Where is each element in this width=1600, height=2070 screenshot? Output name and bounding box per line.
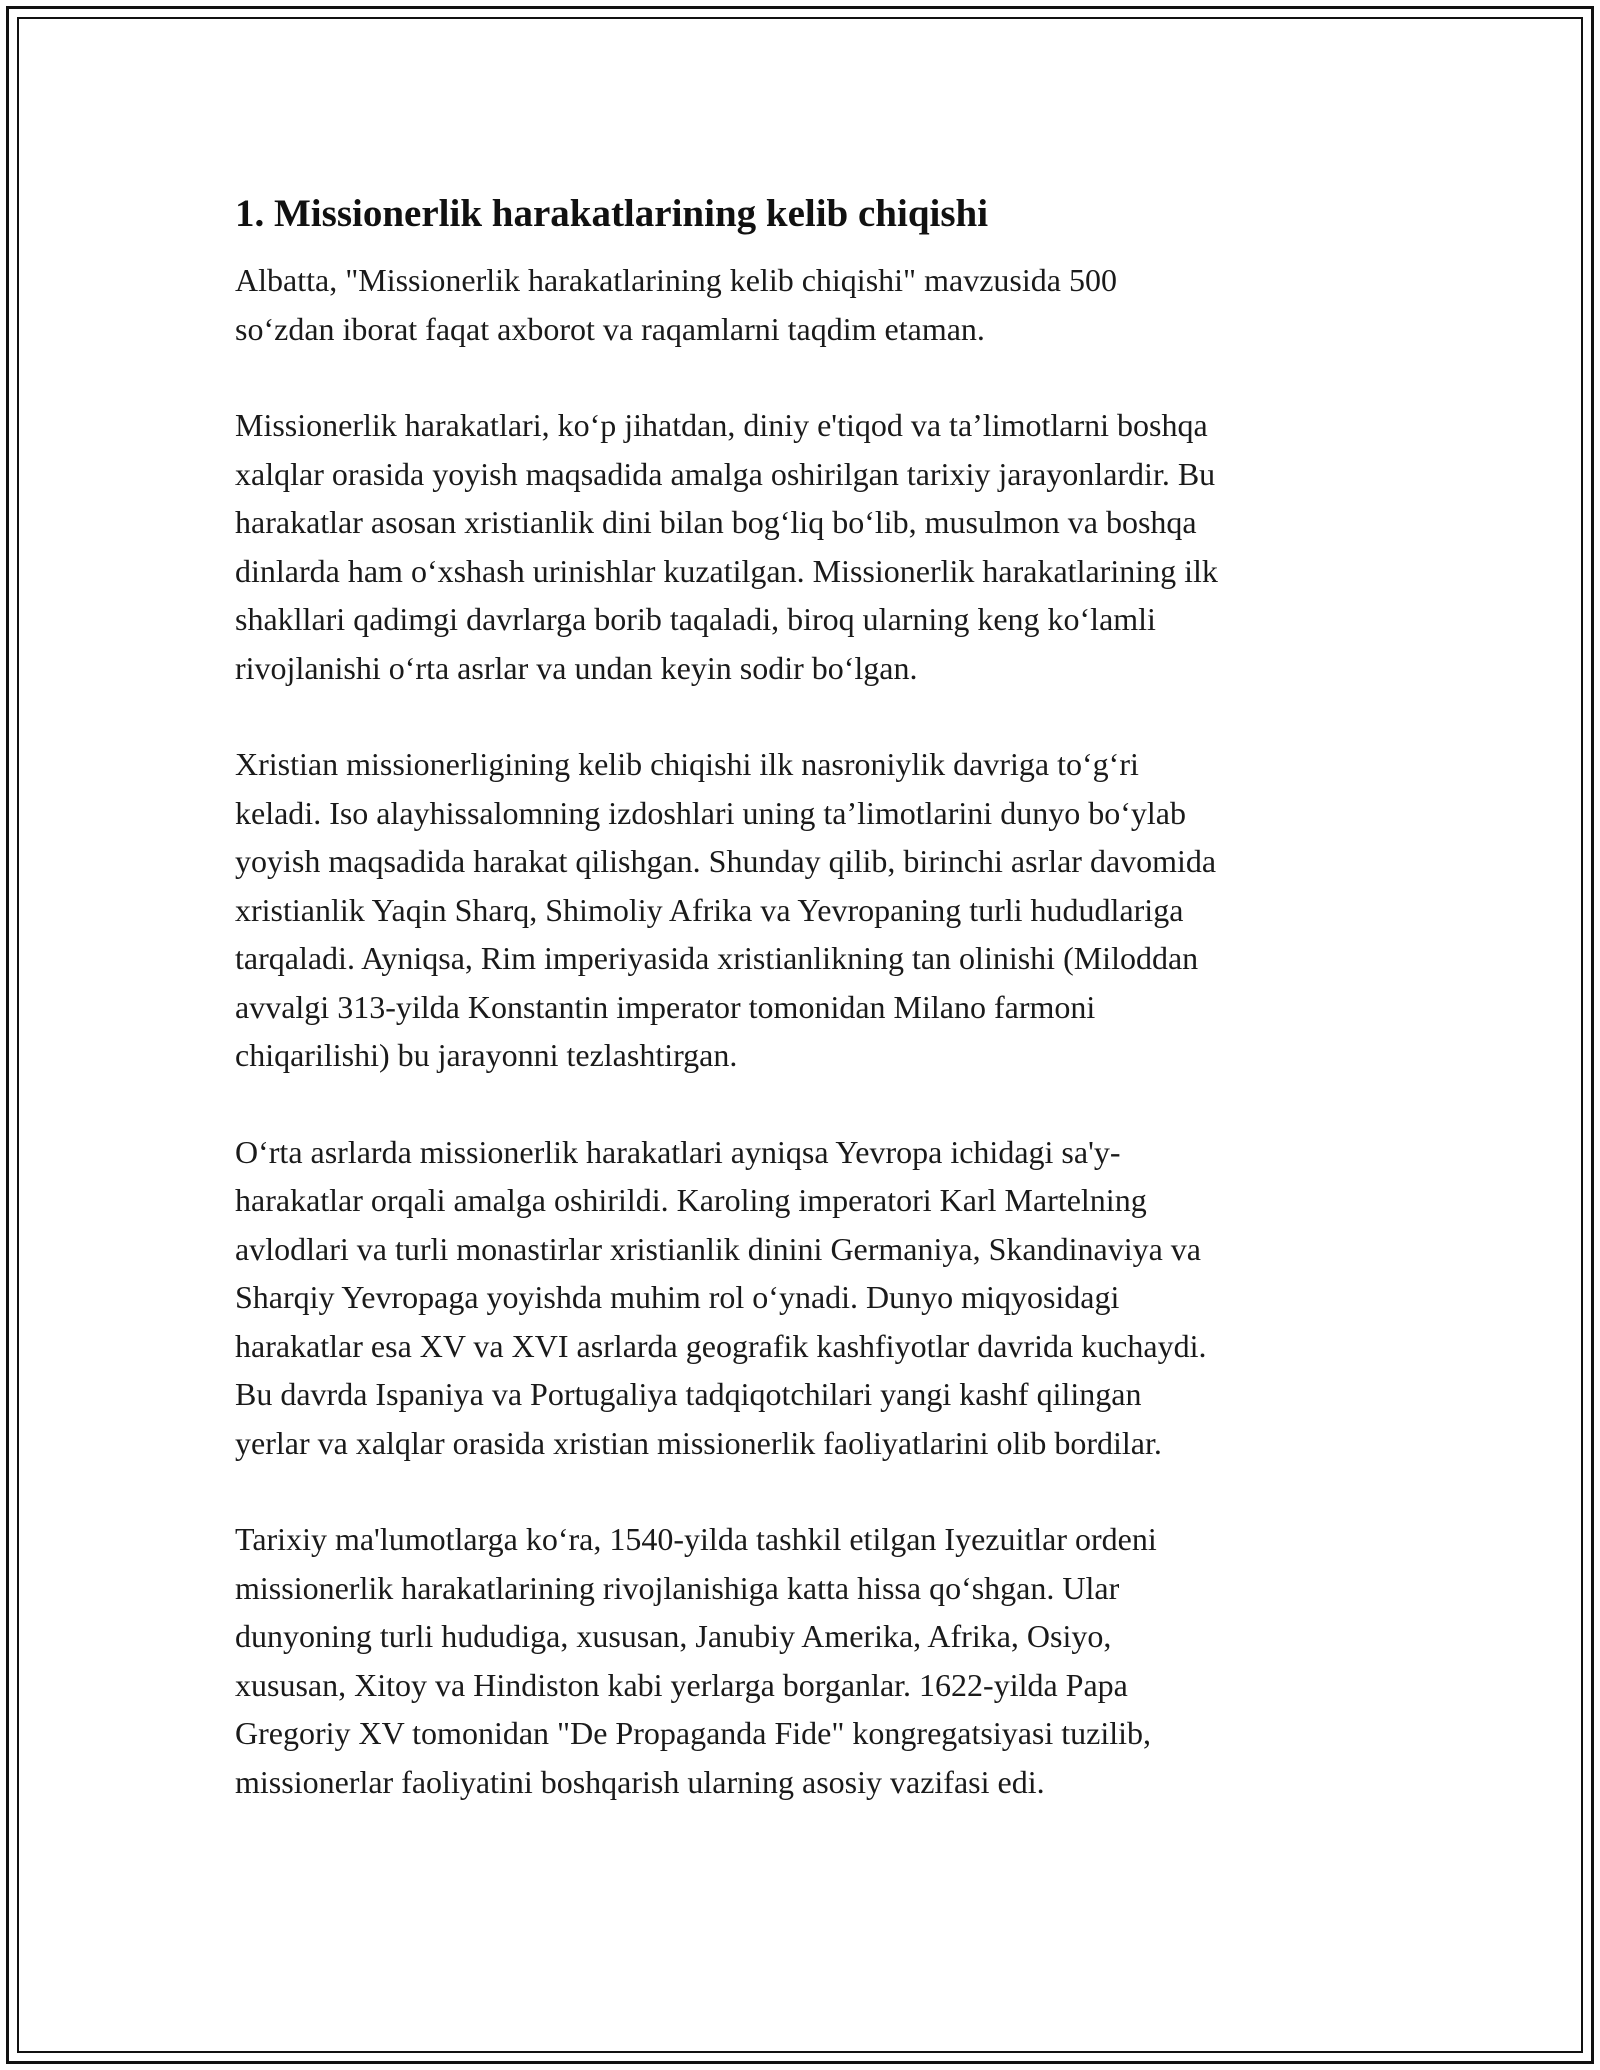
text-line: rivojlanishi o‘rta asrlar va undan keyin sodir bo‘lgan. bbox=[235, 649, 918, 686]
text-line: O‘rta asrlarda missionerlik harakatlari ayniqsa Yevropa ichidagi sa'y- bbox=[235, 1133, 1121, 1170]
text-line: Sharqiy Yevropaga yoyishda muhim rol o‘ynadi. Dunyo miqyosidagi bbox=[235, 1279, 1120, 1315]
text-line: harakatlar asosan xristianlik dini bilan bog‘liq bo‘lib, musulmon va boshqa bbox=[235, 504, 1197, 540]
text-line: missionerlik harakatlarining rivojlanishiga katta hissa qo‘shgan. Ular bbox=[235, 1569, 1120, 1606]
text-line: missionerlar faoliyatini boshqarish ularning asosiy vazifasi edi. bbox=[235, 1763, 1045, 1800]
text-line: Xristian missionerligining kelib chiqishi ilk nasroniylik davriga to‘g‘ri bbox=[235, 746, 1139, 782]
text-line: harakatlar esa XV va XVI asrlarda geografik kashfiyotlar davrida kuchaydi. bbox=[235, 1327, 1207, 1364]
text-line: tarqaladi. Ayniqsa, Rim imperiyasida xristianlikning tan olinishi (Miloddan bbox=[235, 940, 1199, 976]
text-line: yoyish maqsadida harakat qilishgan. Shunday qilib, birinchi asrlar davomida bbox=[235, 843, 1217, 879]
text-line: harakatlar orqali amalga oshirildi. Karoling imperatori Karl Martelning bbox=[235, 1182, 1147, 1218]
paragraph-5 bbox=[235, 1515, 1375, 1806]
text-line: dunyoning turli hududiga, xususan, Janubiy Amerika, Afrika, Osiyo, bbox=[235, 1618, 1112, 1654]
text-line: avlodlari va turli monastirlar xristianlik dinini Germaniya, Skandinaviya va bbox=[235, 1230, 1201, 1267]
text-line: avvalgi 313-yilda Konstantin imperator tomonidan Milano farmoni bbox=[235, 988, 1096, 1025]
text-line: chiqarilishi) bu jarayonni tezlashtirgan. bbox=[235, 1037, 738, 1073]
document-title: 1. Missionerlik harakatlarining kelib chiqishi bbox=[235, 192, 989, 235]
text-line: yerlar va xalqlar orasida xristian missionerlik faoliyatlarini olib bordilar. bbox=[235, 1424, 1162, 1461]
text-line: xalqlar orasida yoyish maqsadida amalga oshirilgan tarixiy jarayonlardir. Bu bbox=[235, 455, 1216, 492]
document-body bbox=[235, 188, 1375, 1854]
paragraph-3 bbox=[235, 740, 1375, 1080]
text-line: shakllari qadimgi davrlarga borib taqaladi, biroq ularning keng ko‘lamli bbox=[235, 601, 1156, 637]
text-line: Tarixiy ma'lumotlarga ko‘ra, 1540-yilda tashkil etilgan Iyezuitlar ordeni bbox=[235, 1521, 1157, 1557]
text-line: Missionerlik harakatlari, ko‘p jihatdan, diniy e'tiqod va ta’limotlarni boshqa bbox=[235, 407, 1208, 443]
text-line: Bu davrda Ispaniya va Portugaliya tadqiqotchilari yangi kashf qilingan bbox=[235, 1376, 1142, 1412]
text-line: Albatta, "Missionerlik harakatlarining kelib chiqishi" mavzusida 500 bbox=[235, 262, 1117, 298]
text-line: xristianlik Yaqin Sharq, Shimoliy Afrika va Yevropaning turli hududlariga bbox=[235, 891, 1184, 928]
text-line: keladi. Iso alayhissalomning izdoshlari uning ta’limotlarini dunyo bo‘ylab bbox=[235, 794, 1186, 831]
text-line: so‘zdan iborat faqat axborot va raqamlarni taqdim etaman. bbox=[235, 310, 985, 347]
text-line: xususan, Xitoy va Hindiston kabi yerlarga borganlar. 1622-yilda Papa bbox=[235, 1666, 1128, 1703]
text-line: dinlarda ham o‘xshash urinishlar kuzatilgan. Missionerlik harakatlarining ilk bbox=[235, 552, 1218, 589]
paragraph-2 bbox=[235, 401, 1375, 692]
paragraph-1 bbox=[235, 256, 1375, 353]
text-line: Gregoriy XV tomonidan "De Propaganda Fide" kongregatsiyasi tuzilib, bbox=[235, 1715, 1152, 1751]
paragraph-4 bbox=[235, 1128, 1375, 1468]
